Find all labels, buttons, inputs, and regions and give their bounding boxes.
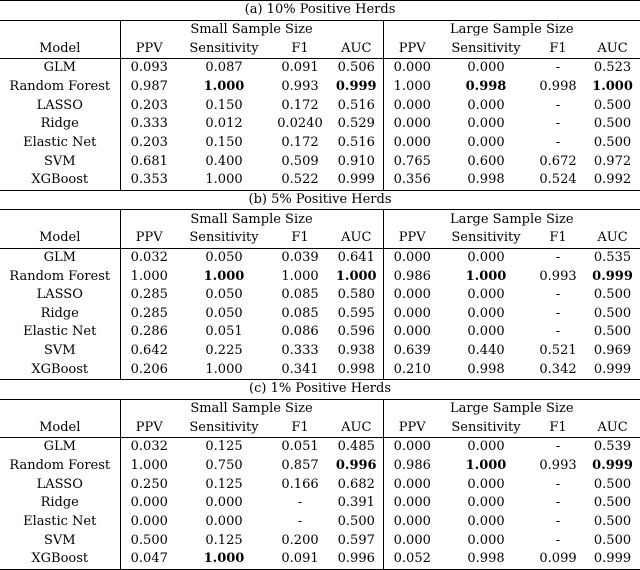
- large-ppv-value: 0.000: [393, 287, 431, 303]
- large-f1-value: -: [555, 532, 561, 548]
- model-name: GLM: [0, 438, 120, 457]
- metric-header-auc: AUC: [330, 418, 383, 437]
- model-name: Elastic Net: [0, 513, 120, 532]
- large-ppv-value: 0.000: [393, 97, 431, 113]
- small-sensitivity-value: 0.125: [205, 476, 243, 492]
- large-sample-header: Large Sample Size: [449, 211, 574, 227]
- model-name: SVM: [0, 342, 120, 361]
- large-ppv-value: 0.639: [393, 343, 431, 359]
- small-auc-value: 0.999: [330, 171, 383, 190]
- large-auc-value: 0.539: [593, 439, 632, 455]
- small-auc-value: 0.998: [330, 360, 383, 379]
- model-name: Random Forest: [0, 78, 120, 97]
- large-ppv-value: 0.000: [393, 476, 431, 492]
- small-ppv-value: 0.353: [120, 171, 178, 190]
- model-name: LASSO: [0, 286, 120, 305]
- table-row: [0, 494, 640, 513]
- large-f1-value: 0.998: [539, 78, 577, 94]
- section-title: (a) 10% Positive Herds: [0, 1, 640, 21]
- large-sensitivity-value: 0.000: [467, 287, 505, 303]
- small-auc-value: 0.596: [330, 323, 383, 342]
- large-f1-value: 0.521: [539, 343, 577, 359]
- small-ppv-value: 0.333: [130, 116, 168, 132]
- small-auc-value: 0.529: [330, 115, 383, 134]
- large-sensitivity-value: 0.000: [467, 97, 505, 113]
- large-f1-value: -: [555, 439, 561, 455]
- table-row: [0, 342, 640, 361]
- large-auc-value: 1.000: [592, 78, 633, 94]
- table-row: [0, 267, 640, 286]
- large-f1-value: 0.099: [531, 550, 585, 569]
- model-name: Ridge: [0, 494, 120, 513]
- model-name: Ridge: [0, 115, 120, 134]
- model-column-header: Model: [0, 229, 120, 248]
- large-sensitivity-value: 0.000: [467, 134, 505, 150]
- column-header-row: [0, 229, 640, 248]
- large-ppv-value: 0.210: [383, 360, 441, 379]
- model-name: Ridge: [0, 305, 120, 324]
- column-header-row: [0, 39, 640, 58]
- small-f1-value: 0.200: [281, 532, 319, 548]
- small-ppv-value: 0.681: [130, 153, 168, 169]
- small-auc-value: 0.506: [330, 58, 383, 77]
- large-auc-value: 0.992: [585, 171, 640, 190]
- large-ppv-value: 0.765: [393, 153, 431, 169]
- large-sensitivity-value: 0.000: [467, 324, 505, 340]
- metric-header-f1: F1: [270, 418, 330, 437]
- small-f1-value: 0.172: [281, 134, 319, 150]
- large-f1-value: -: [555, 324, 561, 340]
- metric-header-sensitivity: Sensitivity: [441, 229, 531, 248]
- large-f1-value: -: [555, 287, 561, 303]
- small-sensitivity-value: 0.000: [205, 514, 243, 530]
- small-f1-value: 0.051: [281, 439, 319, 455]
- group-header-row: [0, 210, 640, 229]
- large-ppv-value: 0.000: [393, 532, 431, 548]
- small-sensitivity-value: 0.400: [205, 153, 243, 169]
- table-row: [0, 323, 640, 342]
- column-header-row: [0, 418, 640, 437]
- large-ppv-value: 0.000: [393, 116, 431, 132]
- metric-header-auc: AUC: [330, 39, 383, 58]
- model-name: Elastic Net: [0, 134, 120, 153]
- small-ppv-value: 0.500: [130, 532, 168, 548]
- large-f1-value: -: [555, 305, 561, 321]
- small-ppv-value: 0.032: [130, 439, 168, 455]
- small-sensitivity-value: 0.125: [205, 439, 243, 455]
- small-sensitivity-value: 1.000: [203, 268, 245, 284]
- group-header-row: [0, 399, 640, 418]
- results-table-body: [0, 1, 640, 570]
- metric-header-f1: F1: [531, 39, 585, 58]
- large-auc-value: 0.969: [593, 343, 632, 359]
- large-auc-value: 0.500: [593, 514, 632, 530]
- large-sample-header: Large Sample Size: [449, 21, 574, 37]
- large-f1-value: -: [555, 134, 561, 150]
- large-sensitivity-value: 0.000: [467, 249, 505, 265]
- small-f1-value: 0.509: [281, 153, 319, 169]
- table-row: [0, 248, 640, 267]
- large-f1-value: -: [555, 249, 561, 265]
- small-auc-value: 1.000: [330, 267, 383, 286]
- large-sensitivity-value: 0.000: [467, 439, 505, 455]
- small-f1-value: 0.091: [270, 550, 330, 569]
- large-sensitivity-value: 0.000: [467, 305, 505, 321]
- metric-header-sensitivity: Sensitivity: [178, 229, 270, 248]
- metric-header-auc: AUC: [330, 229, 383, 248]
- small-sensitivity-value: 0.225: [205, 343, 243, 359]
- table-row: [0, 171, 640, 190]
- model-name: GLM: [0, 248, 120, 267]
- small-ppv-value: 0.250: [130, 476, 168, 492]
- large-f1-value: 0.524: [531, 171, 585, 190]
- metric-header-auc: AUC: [585, 229, 640, 248]
- metric-header-ppv: PPV: [120, 418, 178, 437]
- metric-header-f1: F1: [531, 229, 585, 248]
- small-sensitivity-value: 0.150: [205, 134, 243, 150]
- large-auc-value: 0.500: [593, 116, 632, 132]
- large-auc-value: 0.999: [592, 458, 633, 474]
- large-sensitivity-value: 0.000: [467, 476, 505, 492]
- small-ppv-value: 0.285: [130, 305, 168, 321]
- small-f1-value: 0.091: [281, 60, 319, 76]
- small-ppv-value: 0.206: [120, 360, 178, 379]
- small-auc-value: 0.500: [330, 513, 383, 532]
- model-name: GLM: [0, 58, 120, 77]
- large-auc-value: 0.500: [593, 495, 632, 511]
- large-ppv-value: 0.000: [393, 324, 431, 340]
- small-f1-value: 0.085: [281, 305, 319, 321]
- small-auc-value: 0.641: [330, 248, 383, 267]
- large-ppv-value: 0.000: [393, 439, 431, 455]
- table-row: [0, 152, 640, 171]
- small-auc-value: 0.999: [330, 78, 383, 97]
- small-ppv-value: 0.093: [130, 60, 168, 76]
- large-sensitivity-value: 0.998: [465, 78, 507, 94]
- large-auc-value: 0.999: [592, 268, 633, 284]
- table-row: [0, 360, 640, 379]
- large-auc-value: 0.500: [593, 134, 632, 150]
- small-sensitivity-value: 1.000: [203, 78, 245, 94]
- large-sensitivity-value: 0.998: [441, 171, 531, 190]
- small-ppv-value: 0.032: [130, 249, 168, 265]
- small-auc-value: 0.597: [330, 531, 383, 550]
- small-ppv-value: 0.000: [130, 495, 168, 511]
- small-ppv-value: 0.000: [130, 514, 168, 530]
- small-f1-value: 0.166: [281, 476, 319, 492]
- table-row: [0, 96, 640, 115]
- model-name: SVM: [0, 531, 120, 550]
- small-ppv-value: 1.000: [130, 268, 168, 284]
- model-header-spacer: [0, 399, 120, 418]
- large-auc-value: 0.500: [593, 97, 632, 113]
- large-f1-value: 0.993: [539, 458, 577, 474]
- large-ppv-value: 1.000: [393, 78, 431, 94]
- metric-header-auc: AUC: [585, 418, 640, 437]
- large-ppv-value: 0.000: [393, 60, 431, 76]
- large-ppv-value: 0.000: [393, 249, 431, 265]
- large-ppv-value: 0.986: [393, 458, 431, 474]
- table-row: [0, 305, 640, 324]
- small-auc-value: 0.516: [330, 96, 383, 115]
- model-header-spacer: [0, 210, 120, 229]
- large-auc-value: 0.972: [593, 153, 632, 169]
- small-auc-value: 0.391: [330, 494, 383, 513]
- small-ppv-value: 1.000: [130, 458, 168, 474]
- small-sensitivity-value: 0.051: [205, 324, 243, 340]
- large-ppv-value: 0.986: [393, 268, 431, 284]
- model-name: SVM: [0, 152, 120, 171]
- small-ppv-value: 0.203: [130, 134, 168, 150]
- small-auc-value: 0.595: [330, 305, 383, 324]
- small-ppv-value: 0.642: [130, 343, 168, 359]
- section-title: (c) 1% Positive Herds: [0, 380, 640, 400]
- small-ppv-value: 0.285: [130, 287, 168, 303]
- small-f1-value: 0.341: [270, 360, 330, 379]
- table-row: [0, 475, 640, 494]
- large-sensitivity-value: 1.000: [465, 458, 507, 474]
- small-sample-header: Small Sample Size: [120, 399, 383, 418]
- large-f1-value: 0.672: [539, 153, 577, 169]
- small-auc-value: 0.485: [330, 438, 383, 457]
- large-f1-value: 0.993: [539, 268, 577, 284]
- small-f1-value: 0.857: [281, 458, 319, 474]
- small-sensitivity-value: 0.087: [205, 60, 243, 76]
- large-ppv-value: 0.356: [383, 171, 441, 190]
- small-sensitivity-value: 0.000: [205, 495, 243, 511]
- small-sensitivity-value: 0.012: [205, 116, 243, 132]
- model-name: Elastic Net: [0, 323, 120, 342]
- model-name: XGBoost: [0, 550, 120, 569]
- large-ppv-value: 0.000: [393, 514, 431, 530]
- metric-header-ppv: PPV: [383, 39, 441, 58]
- large-ppv-value: 0.052: [383, 550, 441, 569]
- metric-header-f1: F1: [270, 229, 330, 248]
- metric-header-auc: AUC: [585, 39, 640, 58]
- large-sensitivity-value: 0.998: [441, 550, 531, 569]
- small-auc-value: 0.996: [330, 457, 383, 476]
- small-sensitivity-value: 1.000: [178, 550, 270, 569]
- large-f1-value: -: [555, 495, 561, 511]
- small-f1-value: 0.172: [281, 97, 319, 113]
- model-name: XGBoost: [0, 171, 120, 190]
- model-name: XGBoost: [0, 360, 120, 379]
- large-auc-value: 0.500: [593, 324, 632, 340]
- small-f1-value: 0.039: [281, 249, 319, 265]
- model-name: LASSO: [0, 96, 120, 115]
- table-row: [0, 513, 640, 532]
- large-sensitivity-value: 1.000: [465, 268, 507, 284]
- large-sensitivity-value: 0.000: [467, 495, 505, 511]
- section-title-row: [0, 1, 640, 21]
- metric-header-ppv: PPV: [120, 39, 178, 58]
- section-title-row: [0, 380, 640, 400]
- table-row: [0, 115, 640, 134]
- small-auc-value: 0.516: [330, 134, 383, 153]
- table-row: [0, 531, 640, 550]
- model-name: LASSO: [0, 475, 120, 494]
- large-sensitivity-value: 0.000: [467, 514, 505, 530]
- small-ppv-value: 0.047: [120, 550, 178, 569]
- large-f1-value: -: [555, 60, 561, 76]
- large-auc-value: 0.999: [585, 550, 640, 569]
- small-f1-value: 0.086: [281, 324, 319, 340]
- small-auc-value: 0.938: [330, 342, 383, 361]
- model-header-spacer: [0, 20, 120, 39]
- small-sensitivity-value: 1.000: [178, 171, 270, 190]
- small-ppv-value: 0.987: [130, 78, 168, 94]
- large-sensitivity-value: 0.440: [467, 343, 505, 359]
- large-ppv-value: 0.000: [393, 134, 431, 150]
- metric-header-f1: F1: [531, 418, 585, 437]
- small-sensitivity-value: 0.050: [205, 305, 243, 321]
- small-sensitivity-value: 0.050: [205, 249, 243, 265]
- model-name: Random Forest: [0, 267, 120, 286]
- group-header-row: [0, 20, 640, 39]
- table-row: [0, 134, 640, 153]
- small-auc-value: 0.682: [330, 475, 383, 494]
- large-auc-value: 0.535: [593, 249, 632, 265]
- small-sensitivity-value: 0.750: [205, 458, 243, 474]
- table-row: [0, 78, 640, 97]
- large-auc-value: 0.500: [593, 476, 632, 492]
- large-f1-value: -: [555, 476, 561, 492]
- small-sensitivity-value: 1.000: [178, 360, 270, 379]
- small-f1-value: 0.085: [281, 287, 319, 303]
- section-title: (b) 5% Positive Herds: [0, 190, 640, 210]
- model-column-header: Model: [0, 39, 120, 58]
- metric-header-sensitivity: Sensitivity: [441, 39, 531, 58]
- large-auc-value: 0.500: [593, 532, 632, 548]
- metric-header-sensitivity: Sensitivity: [178, 39, 270, 58]
- small-f1-value: 0.333: [281, 343, 319, 359]
- table-row: [0, 438, 640, 457]
- small-ppv-value: 0.203: [130, 97, 168, 113]
- model-name: Random Forest: [0, 457, 120, 476]
- small-f1-value: 1.000: [281, 268, 319, 284]
- large-f1-value: 0.342: [531, 360, 585, 379]
- metric-header-sensitivity: Sensitivity: [441, 418, 531, 437]
- section-title-row: [0, 190, 640, 210]
- metric-header-f1: F1: [270, 39, 330, 58]
- large-auc-value: 0.500: [593, 287, 632, 303]
- large-auc-value: 0.523: [593, 60, 632, 76]
- small-sensitivity-value: 0.150: [205, 97, 243, 113]
- small-sample-header: Small Sample Size: [120, 20, 383, 39]
- small-auc-value: 0.580: [330, 286, 383, 305]
- metric-header-sensitivity: Sensitivity: [178, 418, 270, 437]
- table-row: [0, 58, 640, 77]
- large-auc-value: 0.999: [585, 360, 640, 379]
- large-auc-value: 0.500: [593, 305, 632, 321]
- small-auc-value: 0.996: [330, 550, 383, 569]
- metric-header-ppv: PPV: [120, 229, 178, 248]
- large-sensitivity-value: 0.000: [467, 116, 505, 132]
- small-f1-value: 0.0240: [277, 116, 323, 132]
- small-auc-value: 0.910: [330, 152, 383, 171]
- small-sample-header: Small Sample Size: [120, 210, 383, 229]
- large-sensitivity-value: 0.600: [467, 153, 505, 169]
- large-f1-value: -: [555, 116, 561, 132]
- large-sensitivity-value: 0.998: [441, 360, 531, 379]
- small-sensitivity-value: 0.125: [205, 532, 243, 548]
- large-ppv-value: 0.000: [393, 305, 431, 321]
- table-row: [0, 457, 640, 476]
- large-sensitivity-value: 0.000: [467, 60, 505, 76]
- large-f1-value: -: [555, 514, 561, 530]
- small-f1-value: 0.993: [281, 78, 319, 94]
- small-ppv-value: 0.286: [130, 324, 168, 340]
- small-sensitivity-value: 0.050: [205, 287, 243, 303]
- small-f1-value: 0.522: [270, 171, 330, 190]
- large-f1-value: -: [555, 97, 561, 113]
- large-sensitivity-value: 0.000: [467, 532, 505, 548]
- model-column-header: Model: [0, 418, 120, 437]
- small-f1-value: -: [297, 514, 303, 530]
- large-ppv-value: 0.000: [393, 495, 431, 511]
- small-f1-value: -: [297, 495, 303, 511]
- large-sample-header: Large Sample Size: [449, 401, 574, 417]
- table-row: [0, 286, 640, 305]
- metric-header-ppv: PPV: [383, 229, 441, 248]
- metric-header-ppv: PPV: [383, 418, 441, 437]
